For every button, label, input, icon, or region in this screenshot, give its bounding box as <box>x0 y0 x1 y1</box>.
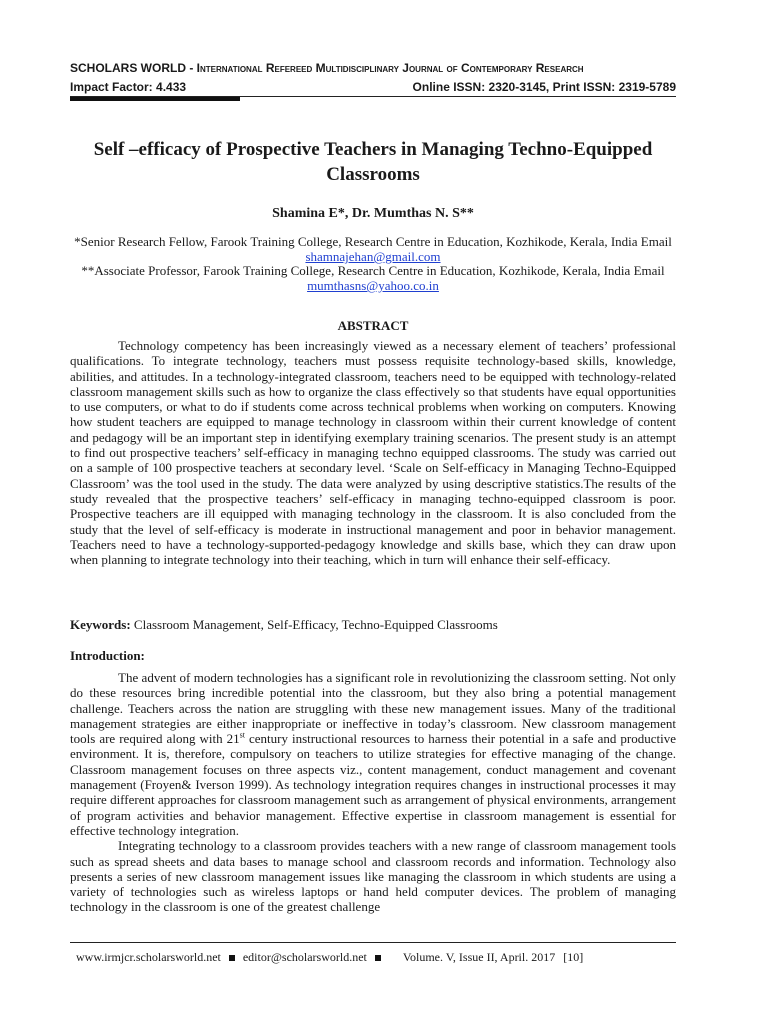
square-bullet-icon <box>229 955 235 961</box>
header-rule-accent <box>70 97 240 101</box>
affiliation-1 <box>60 234 686 264</box>
email-link-2[interactable]: mumthasns@yahoo.co.in <box>307 278 439 293</box>
email-link-1[interactable]: shamnajehan@gmail.com <box>305 249 441 264</box>
affiliation-2-text: **Associate Professor, Farook Training College, Research Centre in Education, Kozhikode, Kerala, India Email <box>81 263 665 278</box>
footer-email[interactable]: editor@scholarsworld.net <box>242 950 367 964</box>
paper-title: Self –efficacy of Prospective Teachers in Managing Techno-Equipped Classrooms <box>93 139 653 185</box>
intro-p1-part-a: The advent of modern technologies has a significant role in revolutionizing the classroom setting. Not only do these resources bring incredible potential into the classroom, but they also bring a potential management challenge. Teachers across the nation are struggling with these new management issues. Many of the traditional management strategies are either inappropriate or ineffective in today’s classroom. New classroom management tools are required along with 21 <box>70 670 676 747</box>
keywords-label: Keywords: <box>70 617 131 632</box>
journal-name-line <box>70 61 676 75</box>
footer-website[interactable]: www.irmjcr.scholarsworld.net <box>76 950 221 964</box>
introduction-paragraph-2: Integrating technology to a classroom provides teachers with a new range of classroom management tools such as spread sheets and data bases to manage school and classroom records and information. Technology also presents a series of new classroom management issues like managing the classroom in which students are using a variety of technologies such as wireless laptops or hand held computer devices. The problem of managing technology in the classroom is one of the greatest challenge <box>70 838 676 915</box>
introduction-heading: Introduction: <box>70 648 145 663</box>
introduction-paragraph-1 <box>70 670 676 838</box>
issn: Online ISSN: 2320-3145, Print ISSN: 2319-5789 <box>412 80 676 94</box>
square-bullet-icon <box>375 955 381 961</box>
keywords-line <box>70 617 676 633</box>
footer-volume: Volume. V, Issue II, April. 2017 <box>402 950 556 964</box>
affiliation-2 <box>60 263 686 293</box>
abstract-heading: ABSTRACT <box>337 318 409 333</box>
abstract-paragraph: Technology competency has been increasingly viewed as a necessary element of teachers’ professional qualifications. To integrate technology, teachers must possess requisite technology-based skills, knowledge, abilities, and attitudes. In a technology-integrated classroom, teachers need to be equipped with technology-related classroom management skills such as how to organize the class effectively so that students have equal opportunities to use computers, or what to do if students come across technical problems when working on computers. Knowing how student teachers are equipped to manage technology in classroom within their current knowledge of content and pedagogy will be an important step in identifying exemplary training scenarios. The present study is an attempt to find out prospective teachers’ self-efficacy in managing techno equipped classrooms. The study was carried out on a sample of 100 prospective teachers at secondary level. ‘Scale on Self-efficacy in Managing Techno-Equipped Classroom’ was the tool used in the study. The data were analyzed by using descriptive statistics.The results of the study revealed that the prospective teachers’ self-efficacy in managing techno-equipped classroom is poor. Prospective teachers are ill equipped with managing technology in the classroom. It is also concluded from the study that the level of self-efficacy is moderate in instructional management and poor in behavior management. Teachers need to have a technology-supported-pedagogy knowledge and skills base, which they can draw upon when planning to integrate technology into their teaching, which in turn will enhance their self-efficacy. <box>70 338 676 568</box>
keywords-text: Classroom Management, Self-Efficacy, Techno-Equipped Classrooms <box>130 617 498 632</box>
footer-rule <box>70 942 676 943</box>
affiliation-1-text: *Senior Research Fellow, Farook Training College, Research Centre in Education, Kozhikode, Kerala, India Email <box>74 234 672 249</box>
intro-p1-superscript: st <box>239 730 245 740</box>
journal-prefix: SCHOLARS WORLD - <box>70 61 197 75</box>
footer-page-number: [10] <box>563 950 584 964</box>
intro-p1-part-b: century instructional resources to harness their potential in a safe and productive environment. It is, therefore, compulsory on teachers to utilize strategies for effective managing of the change. Classroom management focuses on three aspects viz., content management, conduct management and covenant management (Froyen& Iverson 1999). As technology integration requires changes in instructional processes it may require different approaches for classroom management such as arrangement of physical environments, arrangement of program activities and behavior management. Effective expertise in classroom management is essential for effective technology integration. <box>70 731 676 838</box>
journal-name: International Refereed Multidisciplinary Journal of Contemporary Research <box>196 61 584 75</box>
page-footer <box>76 950 676 965</box>
introduction-body <box>70 670 676 915</box>
journal-meta-row <box>70 80 676 94</box>
impact-factor: Impact Factor: 4.433 <box>70 80 187 94</box>
abstract-body <box>70 338 676 567</box>
paper-authors: Shamina E*, Dr. Mumthas N. S** <box>272 206 474 221</box>
